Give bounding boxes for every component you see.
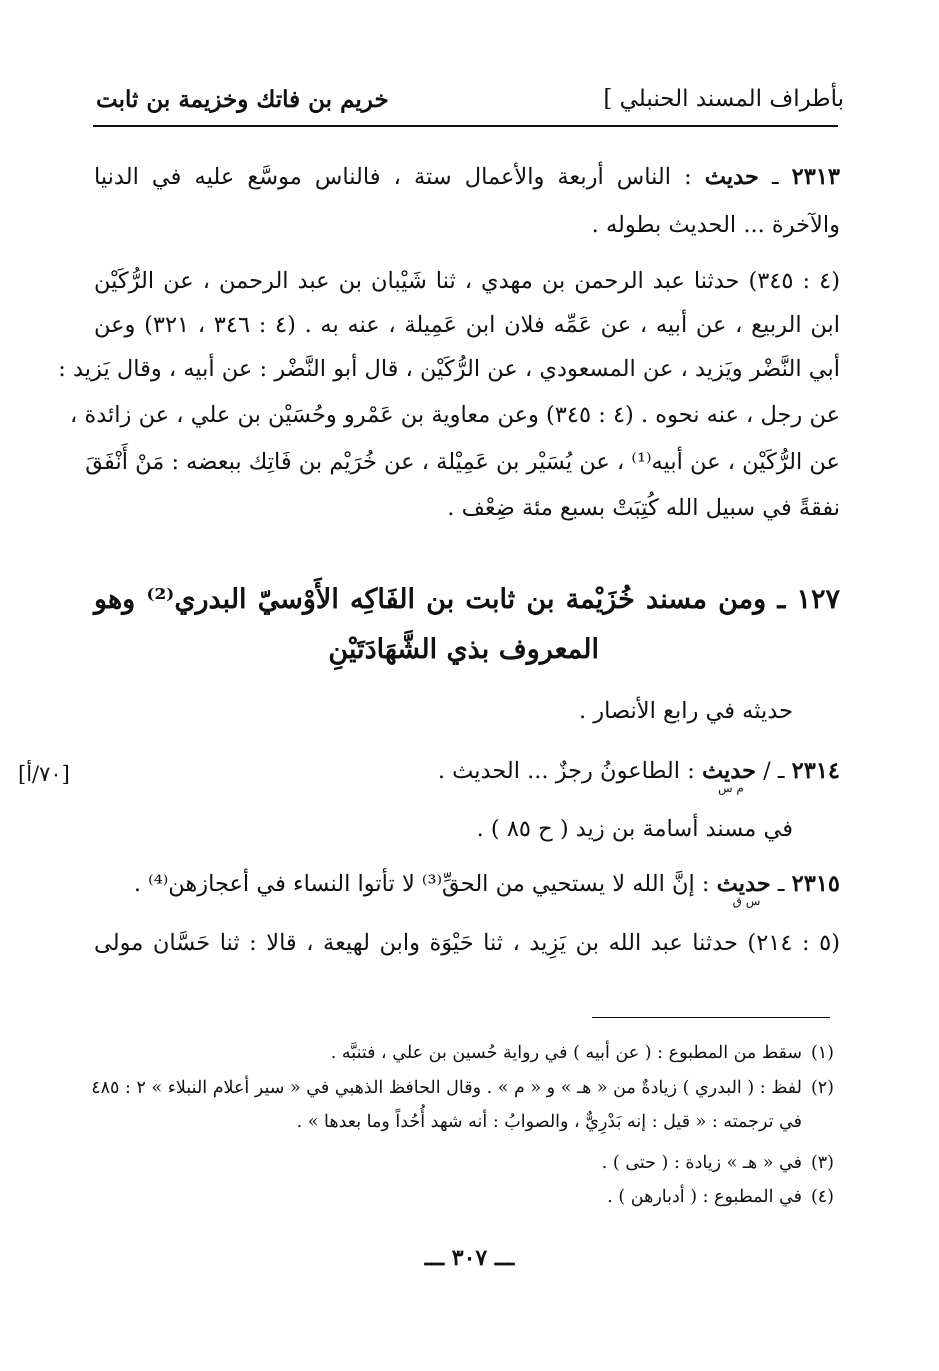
isnad-line-1: (٤ : ٣٤٥) حدثنا عبد الرحمن بن مهدي ، ثنا شَيْبان بن عبد الرحمن ، عن الرُّكَيْن bbox=[94, 268, 840, 294]
hadith-2313-line-1: ٢٣١٣ ـ حديث : الناس أربعة والأعمال ستة ، فالناس موسَّع عليه في الدنيا bbox=[94, 164, 840, 190]
section-heading-line-1: ١٢٧ ـ ومن مسند خُزَيْمة بن ثابت بن الفَاكِه الأَوْسيّ البدري⁽²⁾ وهو bbox=[94, 584, 840, 615]
hadith-number: ٢٣١٣ bbox=[791, 164, 840, 190]
section-heading-line-2: المعروف بذي الشَّهَادَتَيْنِ bbox=[328, 634, 599, 665]
hadith-2313-line-2: والآخرة ... الحديث بطوله . bbox=[591, 212, 840, 238]
header-rule bbox=[93, 125, 838, 127]
isnad-line-2: ابن الربيع ، عن أبيه ، عن عَمِّه فلان ابن عَمِيلة ، عنه به . (٤ : ٣٤٦ ، ٣٢١) وعن bbox=[94, 312, 840, 338]
hadith-2315: ٢٣١٥ ـ حديث س ق : إنَّ الله لا يستحيي من الحقِّ⁽³⁾ لا تأتوا النساء في أعجازهن⁽⁴⁾ . bbox=[133, 871, 840, 908]
section-note: حديثه في رابع الأنصار . bbox=[578, 698, 793, 724]
source-symbols: س ق bbox=[732, 894, 761, 908]
hadith-keyword: حديث س ق bbox=[716, 871, 771, 908]
ref-2314: في مسند أسامة بن زيد ( ح ٨٥ ) . bbox=[476, 816, 793, 842]
isnad-line-6: نفقةً في سبيل الله كُتِبَتْ بسبع مئة ضِعْف . bbox=[447, 495, 840, 521]
page-number: ـــ ٣٠٧ ـــ bbox=[424, 1245, 515, 1271]
running-header-right: بأطراف المسند الحنبلي ] bbox=[603, 86, 844, 112]
isnad-line-4: عن رجل ، عنه نحوه . (٤ : ٣٤٥) وعن معاوية بن عَمْرو وحُسَيْن بن علي ، عن زائدة ، bbox=[70, 402, 840, 428]
footnote-rule bbox=[592, 1017, 830, 1018]
isnad-2315: (٥ : ٢١٤) حدثنا عبد الله بن يَزِيد ، ثنا حَيْوَة وابن لهيعة ، قالا : ثنا حَسَّان مولى bbox=[94, 930, 840, 956]
footnote-4: (٤)في المطبوع : ( أدبارهن ) . bbox=[607, 1187, 834, 1207]
hadith-keyword: حديث bbox=[704, 164, 759, 190]
hadith-2314: ٢٣١٤ ـ / حديث م س : الطاعونُ رجزٌ ... الحديث . bbox=[437, 758, 840, 795]
footnote-2: (٢)لفظ : ( البدري ) زيادةٌ من « هـ » و « م » . وقال الحافظ الذهبي في « سير أعلام النبلاء » ٢ : ٤٨٥ bbox=[91, 1078, 834, 1098]
hadith-number: ٢٣١٤ bbox=[791, 758, 840, 784]
footnote-2-continued: في ترجمته : « قيل : إنه بَدْرِيٌّ ، والصوابُ : أنه شهد أُحُداً وما بعدها » . bbox=[296, 1112, 802, 1132]
margin-manuscript-ref: [٧٠/أ] bbox=[18, 762, 70, 786]
isnad-line-5: عن الرُّكَيْن ، عن أبيه⁽¹⁾ ، عن يُسَيْر بن عَمِيْلة ، عن خُرَيْم بن فَاتِك ببعضه : مَنْ أَنْفَقَ bbox=[85, 449, 840, 475]
isnad-line-3: أبي النَّضْر ويَزيد ، عن المسعودي ، عن الرُّكَيْن ، قال أبو النَّضْر : عن أبيه ، وقال يَزيد : bbox=[58, 356, 840, 382]
hadith-number: ٢٣١٥ bbox=[791, 871, 840, 897]
source-symbols: م س bbox=[717, 781, 744, 795]
footnote-1: (١)سقط من المطبوع : ( عن أبيه ) في رواية حُسين بن علي ، فتنبَّه . bbox=[330, 1043, 834, 1063]
footnote-3: (٣)في « هـ » زيادة : ( حتى ) . bbox=[601, 1153, 834, 1173]
running-header-left: خريم بن فاتك وخزيمة بن ثابت bbox=[96, 86, 389, 113]
hadith-keyword: حديث م س bbox=[701, 758, 757, 795]
